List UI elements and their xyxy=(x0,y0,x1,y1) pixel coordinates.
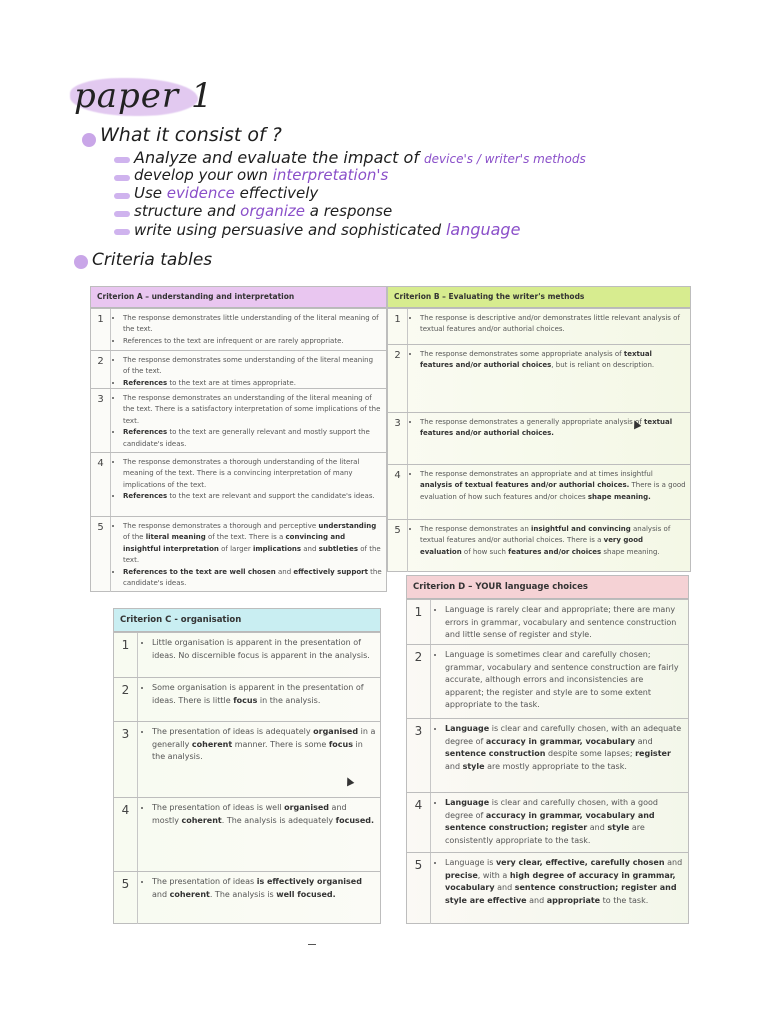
note-item-3-highlight: evidence xyxy=(166,184,235,202)
note-item-3-tail: effectively xyxy=(234,184,319,202)
descriptor-text: • The response demonstrates a thorough and perceptive understanding of the literal meaning of the text. There is a convincing and insightful interpretation of larger implications and subtleties of the text. • References to the text are well chosen and effectively support the candidate's ideas. xyxy=(113,521,382,589)
dash-bullet xyxy=(114,193,130,199)
score-number: 1 xyxy=(388,309,408,345)
table-row xyxy=(407,852,688,924)
bullet-dot xyxy=(74,255,88,269)
note-item-2-highlight: interpretation's xyxy=(272,166,389,184)
score-number: 2 xyxy=(114,678,138,722)
note-item-4-highlight: organize xyxy=(240,202,306,220)
table-row xyxy=(91,516,386,592)
score-number: 5 xyxy=(407,853,431,924)
note-item-4-tail: a response xyxy=(305,202,393,220)
heading-criteria-tables: Criteria tables xyxy=(92,250,213,270)
score-number: 1 xyxy=(407,600,431,645)
descriptor-text: • Language is rarely clear and appropriate; there are many errors in grammar, vocabulary and sentence construction and little sense of register and style. xyxy=(435,604,684,642)
score-number: 2 xyxy=(388,345,408,413)
descriptor-text: • The response demonstrates an understanding of the literal meaning of the text. There is a satisfactory interpretation of some implications of the text. • References to the text are generally relevant and mostly support the candidate's ideas. xyxy=(113,393,382,450)
descriptor-text: • The response demonstrates some understanding of the literal meaning of the text. • References to the text are at times appropriate. xyxy=(113,355,382,389)
heading-what-it-consists: What it consist of ? xyxy=(100,124,282,146)
note-item-5-highlight: language xyxy=(445,220,521,239)
criterion-c-title: Criterion C - organisation xyxy=(114,609,380,632)
table-row xyxy=(388,464,690,520)
note-item-4-text: structure and xyxy=(134,202,241,220)
table-row xyxy=(388,412,690,465)
score-number: 4 xyxy=(388,465,408,520)
score-number: 2 xyxy=(407,645,431,719)
note-item-3-text: Use xyxy=(134,184,167,202)
descriptor-text: • The response demonstrates an insightful and convincing analysis of textual features and/or authorial choices. There is a very good evaluation of how such features and/or choices shape meaning. xyxy=(410,524,686,558)
table-row xyxy=(114,721,380,798)
descriptor-text: • The response demonstrates an appropriate and at times insightful analysis of textual features and/or authorial choices. There is a good evaluation of how such features and/or choices shape meaning. xyxy=(410,469,686,503)
descriptor-text: • Language is clear and carefully chosen, with a good degree of accuracy in grammar, vocabulary and sentence construction; register and style are consistently appropriate to the task. xyxy=(435,797,684,847)
bullet-dot xyxy=(82,133,96,147)
note-item-3 xyxy=(134,184,318,202)
criterion-d-title: Criterion D – YOUR language choices xyxy=(407,576,688,599)
criterion-c-table xyxy=(113,608,381,924)
note-item-1-highlight: device's / writer's methods xyxy=(424,152,586,166)
note-item-5-text: write using persuasive and sophisticated xyxy=(134,221,446,239)
table-row xyxy=(91,308,386,351)
table-row xyxy=(114,871,380,924)
descriptor-text: • The response demonstrates a thorough understanding of the literal meaning of the text. There is a convincing interpretation of many implications of the text. • References to the text are relevant and support the candidate's ideas. xyxy=(113,457,382,503)
dash-bullet xyxy=(114,157,130,163)
descriptor-text: • Language is clear and carefully chosen, with an adequate degree of accuracy in grammar, vocabulary and sentence construction despite some lapses; register and style are mostly appropriate to the task. xyxy=(435,723,684,773)
dash-bullet xyxy=(114,211,130,217)
score-number: 4 xyxy=(407,793,431,853)
table-row xyxy=(407,792,688,853)
table-row xyxy=(91,452,386,517)
descriptor-text: • Little organisation is apparent in the presentation of ideas. No discernible focus is apparent in the analysis. xyxy=(142,637,376,662)
descriptor-text: • The response demonstrates little understanding of the literal meaning of the text. • References to the text are infrequent or are rarely appropriate. xyxy=(113,313,382,347)
table-row xyxy=(407,599,688,645)
table-row xyxy=(388,344,690,413)
score-number: 3 xyxy=(407,719,431,793)
descriptor-text: • Language is sometimes clear and carefully chosen; grammar, vocabulary and sentence construction are fairly accurate, although errors and inconsistencies are apparent; the register and style are to some extent appropriate to the task. xyxy=(435,649,684,712)
score-number: 5 xyxy=(91,517,111,592)
criterion-b-title: Criterion B – Evaluating the writer's methods xyxy=(388,287,690,308)
note-item-4 xyxy=(134,202,392,220)
table-row xyxy=(407,718,688,793)
descriptor-text: • The response demonstrates some appropriate analysis of textual features and/or authorial choices, but is reliant on description. xyxy=(410,349,686,372)
table-row xyxy=(91,388,386,453)
score-number: 3 xyxy=(91,389,111,453)
table-row xyxy=(388,519,690,572)
table-row xyxy=(407,644,688,719)
score-number: 3 xyxy=(388,413,408,465)
dash-bullet xyxy=(114,229,130,235)
table-row xyxy=(91,350,386,389)
table-row xyxy=(114,797,380,872)
page-title xyxy=(70,76,270,126)
stray-mark xyxy=(308,944,316,945)
dash-bullet xyxy=(114,175,130,181)
note-item-2 xyxy=(134,166,388,184)
descriptor-text: • The presentation of ideas is effectively organised and coherent. The analysis is well focused. xyxy=(142,876,376,901)
table-row xyxy=(388,308,690,345)
table-row xyxy=(114,677,380,722)
criterion-a-title: Criterion A – understanding and interpretation xyxy=(91,287,386,308)
score-number: 4 xyxy=(114,798,138,872)
descriptor-text: • The presentation of ideas is adequately organised in a generally coherent manner. There is some focus in the analysis. xyxy=(142,726,376,764)
score-number: 3 xyxy=(114,722,138,798)
criterion-a-table xyxy=(90,286,387,592)
note-item-1-text: Analyze and evaluate the impact of xyxy=(134,148,425,167)
title-text: paper 1 xyxy=(74,76,214,116)
score-number: 4 xyxy=(91,453,111,517)
note-item-2-text: develop your own xyxy=(134,166,273,184)
criterion-d-table xyxy=(406,575,689,924)
criterion-b-table xyxy=(387,286,691,572)
score-number: 1 xyxy=(91,309,111,351)
note-item-5 xyxy=(134,220,520,239)
score-number: 5 xyxy=(388,520,408,572)
descriptor-text: • The response is descriptive and/or demonstrates little relevant analysis of textual features and/or authorial choices. xyxy=(410,313,686,336)
descriptor-text: • The presentation of ideas is well organised and mostly coherent. The analysis is adequately focused. xyxy=(142,802,376,827)
score-number: 2 xyxy=(91,351,111,389)
descriptor-text: • Some organisation is apparent in the presentation of ideas. There is little focus in the analysis. xyxy=(142,682,376,707)
score-number: 1 xyxy=(114,633,138,678)
score-number: 5 xyxy=(114,872,138,924)
descriptor-text: • The response demonstrates a generally appropriate analysis of textual features and/or authorial choices. xyxy=(410,417,686,440)
descriptor-text: • Language is very clear, effective, carefully chosen and precise, with a high degree of accuracy in grammar, vocabulary and sentence construction; register and style are effective and appropriate to the task. xyxy=(435,857,684,907)
note-item-1 xyxy=(134,148,586,167)
table-row xyxy=(114,632,380,678)
